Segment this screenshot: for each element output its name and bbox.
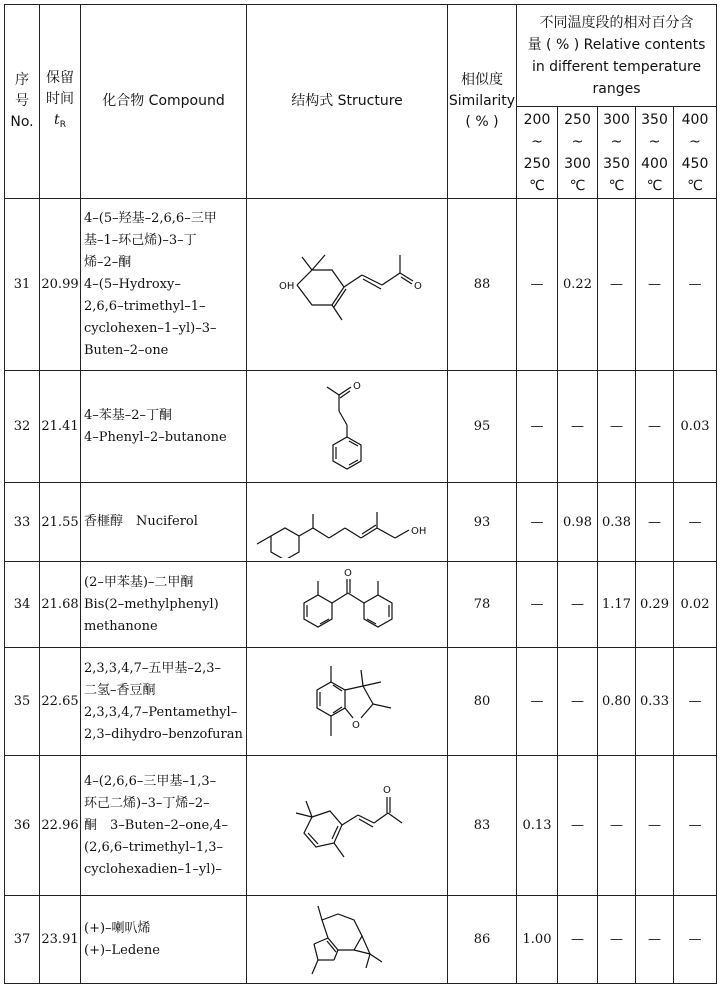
range-3-unit: ℃ [608, 177, 625, 194]
header-compound: 化合物 Compound [81, 5, 247, 199]
header-seq [5, 5, 40, 199]
name-line: (2,6,6–trimethyl–1,3– [84, 839, 224, 855]
row-compound-name [81, 483, 247, 562]
row-value-300-350: — [598, 371, 636, 483]
row-value-250-300: 0.98 [558, 483, 598, 562]
row-compound-name [81, 371, 247, 483]
row-value-200-250: — [517, 371, 558, 483]
range-3-sep: ~ [610, 133, 623, 150]
row-value-250-300: — [558, 648, 598, 756]
range-4-sep: ~ [648, 133, 661, 150]
row-value-400-450: 0.02 [674, 562, 717, 648]
header-seq-cn: 序 [15, 72, 29, 88]
header-rt-cn: 保留 [46, 69, 74, 86]
name-line: 2,3,3,4,7–五甲基–2,3– [84, 660, 222, 676]
table-row [5, 483, 717, 562]
structure-trimethyl-cyclohexadienyl-butenone-icon [282, 771, 412, 881]
row-rt: 21.55 [40, 483, 81, 562]
name-line: 4–(5–Hydroxy– [84, 276, 181, 292]
row-value-300-350: — [598, 896, 636, 984]
row-value-250-300: — [558, 896, 598, 984]
row-rt: 22.65 [40, 648, 81, 756]
range-3-hi: 350 [603, 155, 630, 172]
row-value-350-400: — [636, 199, 674, 371]
structure-phenylbutanone-icon [287, 375, 407, 479]
row-value-350-400: — [636, 371, 674, 483]
row-structure [247, 648, 448, 756]
row-value-200-250: 0.13 [517, 756, 558, 896]
header-range-5 [674, 107, 717, 199]
row-rt: 23.91 [40, 896, 81, 984]
range-1-unit: ℃ [529, 177, 545, 194]
table-row [5, 648, 717, 756]
name-line: 2,3–dihydro–benzofuran [84, 726, 243, 742]
header-range-4 [636, 107, 674, 199]
row-value-400-450: — [674, 648, 717, 756]
row-value-350-400: — [636, 756, 674, 896]
row-similarity: 86 [448, 896, 517, 984]
structure-hydroxy-ionone-icon [257, 225, 437, 345]
row-value-300-350: 0.80 [598, 648, 636, 756]
row-compound-name [81, 199, 247, 371]
row-similarity: 93 [448, 483, 517, 562]
row-value-350-400: 0.33 [636, 648, 674, 756]
header-seq-en: No. [10, 114, 34, 130]
header-rt-subscript: R [59, 119, 66, 130]
range-5-lo: 400 [681, 111, 709, 128]
row-value-400-450: — [674, 756, 717, 896]
name-line: (+)–Ledene [84, 942, 160, 958]
range-4-unit: ℃ [646, 177, 663, 194]
header-seq-cn2: 号 [15, 93, 29, 109]
o-label: O [383, 784, 391, 796]
row-no: 34 [5, 562, 40, 648]
row-similarity: 83 [448, 756, 517, 896]
name-line: 烯–2–酮 [84, 254, 132, 270]
header-similarity-unit: ( % ) [465, 114, 499, 130]
row-compound-name [81, 756, 247, 896]
row-value-200-250: — [517, 199, 558, 371]
row-structure [247, 199, 448, 371]
row-value-200-250: — [517, 648, 558, 756]
row-no: 35 [5, 648, 40, 756]
header-range-2 [558, 107, 598, 199]
row-compound-name [81, 648, 247, 756]
row-structure [247, 483, 448, 562]
name-line: 香榧醇 Nuciferol [84, 514, 198, 529]
range-5-hi: 450 [681, 155, 709, 172]
table-row [5, 371, 717, 483]
row-value-350-400: — [636, 483, 674, 562]
range-5-sep: ~ [689, 133, 701, 150]
row-value-200-250: — [517, 483, 558, 562]
table-row [5, 756, 717, 896]
name-line: 环己二烯)–3–丁烯–2– [84, 795, 210, 811]
row-value-250-300: — [558, 562, 598, 648]
range-1-sep: ~ [531, 133, 543, 150]
header-relative-contents [517, 5, 717, 107]
row-compound-name [81, 562, 247, 648]
row-similarity: 80 [448, 648, 517, 756]
o-label: O [414, 280, 422, 292]
row-value-300-350: — [598, 756, 636, 896]
row-value-250-300: 0.22 [558, 199, 598, 371]
row-value-200-250: 1.00 [517, 896, 558, 984]
structure-bis-methylphenyl-methanone-icon [282, 565, 412, 645]
structure-pentamethyl-benzofuran-icon [287, 652, 407, 752]
row-value-200-250: — [517, 562, 558, 648]
row-value-400-450: — [674, 896, 717, 984]
name-line: (2–甲苯基)–二甲酮 [84, 574, 194, 590]
row-structure [247, 371, 448, 483]
row-rt: 21.41 [40, 371, 81, 483]
name-line: cyclohexadien–1–yl)– [84, 861, 222, 877]
o-label: O [344, 567, 352, 579]
range-2-lo: 250 [564, 111, 591, 128]
row-no: 36 [5, 756, 40, 896]
range-2-unit: ℃ [569, 177, 586, 194]
name-line: 4–(2,6,6–三甲基–1,3– [84, 773, 217, 789]
header-rt [40, 5, 81, 199]
row-no: 31 [5, 199, 40, 371]
row-value-400-450: — [674, 199, 717, 371]
name-line: 酮 3–Buten–2–one,4– [84, 817, 229, 833]
compound-table [4, 4, 717, 984]
oh-label: OH [411, 526, 427, 537]
header-relative-line2: 量 ( % ) Relative contents [527, 36, 706, 53]
range-4-hi: 400 [641, 155, 668, 172]
range-2-sep: ~ [571, 133, 584, 150]
o-label: O [353, 380, 361, 392]
row-no: 32 [5, 371, 40, 483]
row-value-350-400: — [636, 896, 674, 984]
row-rt: 20.99 [40, 199, 81, 371]
table-row [5, 199, 717, 371]
row-value-300-350: 0.38 [598, 483, 636, 562]
row-compound-name [81, 896, 247, 984]
range-5-unit: ℃ [687, 177, 703, 194]
row-value-250-300: — [558, 756, 598, 896]
row-value-300-350: 1.17 [598, 562, 636, 648]
header-similarity-cn: 相似度 [461, 72, 503, 88]
o-label: O [352, 719, 360, 731]
header-relative-line3: in different temperature [531, 58, 702, 75]
table-row [5, 896, 717, 984]
row-value-400-450: 0.03 [674, 371, 717, 483]
range-2-hi: 300 [564, 155, 591, 172]
row-no: 33 [5, 483, 40, 562]
header-range-1 [517, 107, 558, 199]
row-similarity: 95 [448, 371, 517, 483]
row-structure [247, 562, 448, 648]
name-line: 基–1–环己烯)–3–丁 [84, 232, 197, 248]
structure-nuciferol-icon [249, 486, 445, 558]
header-structure: 结构式 Structure [247, 5, 448, 199]
row-rt: 22.96 [40, 756, 81, 896]
row-value-250-300: — [558, 371, 598, 483]
name-line: (+)–喇叭烯 [84, 920, 151, 936]
row-structure [247, 896, 448, 984]
table-row [5, 562, 717, 648]
row-value-300-350: — [598, 199, 636, 371]
name-line: 4–Phenyl–2–butanone [84, 429, 227, 445]
range-4-lo: 350 [641, 111, 668, 128]
oh-label: OH [279, 280, 295, 292]
header-range-3 [598, 107, 636, 199]
header-relative-line4: ranges [592, 80, 641, 97]
header-relative-line1: 不同温度段的相对百分含 [539, 14, 694, 31]
header-similarity [448, 5, 517, 199]
name-line: methanone [84, 618, 158, 634]
header-similarity-en: Similarity [448, 93, 516, 109]
name-line: Bis(2–methylphenyl) [84, 596, 219, 612]
name-line: Buten–2–one [84, 342, 169, 358]
row-no: 37 [5, 896, 40, 984]
row-rt: 21.68 [40, 562, 81, 648]
name-line: 4–(5–羟基–2,6,6–三甲 [84, 210, 217, 226]
header-rt-cn2: 时间 [46, 90, 74, 107]
row-value-350-400: 0.29 [636, 562, 674, 648]
name-line: 4–苯基–2–丁酮 [84, 407, 173, 423]
row-structure [247, 756, 448, 896]
row-value-400-450: — [674, 483, 717, 562]
range-1-hi: 250 [523, 155, 551, 172]
name-line: cyclohexen–1–yl)–3– [84, 320, 217, 336]
range-3-lo: 300 [603, 111, 630, 128]
name-line: 2,6,6–trimethyl–1– [84, 298, 206, 314]
structure-ledene-icon [292, 898, 402, 982]
range-1-lo: 200 [523, 111, 551, 128]
row-similarity: 88 [448, 199, 517, 371]
header-rt-symbol: t [54, 111, 60, 128]
name-line: 二氢–香豆酮 [84, 682, 156, 698]
name-line: 2,3,3,4,7–Pentamethyl– [84, 704, 238, 720]
row-similarity: 78 [448, 562, 517, 648]
